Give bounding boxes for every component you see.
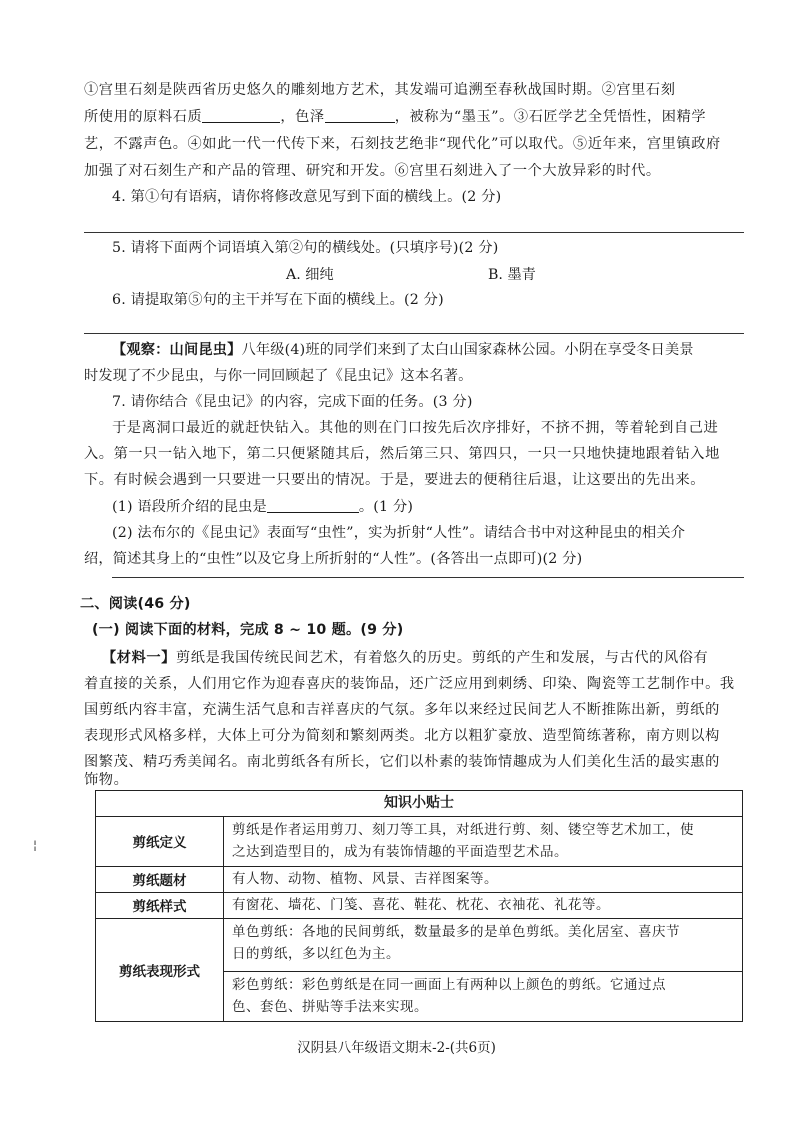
excerpt-line-1: 于是离洞口最近的就赶快钻入。其他的则在门口按先后次序排好，不挤不拥，等着轮到自己进 — [112, 420, 719, 436]
table-head-subject: 剪纸题材 — [96, 866, 224, 892]
observe-text: 八年级(4)班的同学们来到了太白山国家森林公园。小阴在享受冬日美景 — [241, 342, 694, 358]
observe-line-1 — [112, 340, 744, 360]
observe-line-2: 时发现了不少昆虫，与你一同回顾起了《昆虫记》这本名著。 — [84, 368, 473, 384]
q7-1-score: 。(1 分) — [358, 499, 414, 515]
table-divider — [224, 971, 742, 972]
passage-text: ，色泽 — [280, 109, 325, 125]
option-a: A. 细纯 — [286, 267, 334, 283]
q7-1-text: (1) 语段所介绍的昆虫是 — [112, 499, 267, 515]
answer-line-q4[interactable] — [84, 232, 744, 233]
question-7: 7. 请你结合《昆虫记》的内容，完成下面的任务。(3 分) — [112, 394, 473, 410]
passage-line-3: 艺，不露声色。④如此一代一代传下来，石刻技艺绝非“现代化”可以取代。⑤近年来，宫里镇政府 — [84, 136, 721, 152]
question-5: 5. 请将下面两个词语填入第②句的横线处。(只填序号)(2 分) — [112, 240, 499, 256]
section-2-heading: 二、阅读(46 分) — [80, 596, 191, 612]
table-cell-style: 有窗花、墙花、门笺、喜花、鞋花、枕花、衣袖花、礼花等。 — [232, 897, 610, 913]
answer-line-q6[interactable] — [84, 333, 744, 334]
material-1-line-5: 图繁茂、精巧秀美闻名。南北剪纸各有所长，它们以朴素的装饰情趣成为人们美化生活的最实惠的 — [84, 754, 720, 770]
page-footer: 汉阴县八年级语文期末-2-(共6页) — [297, 1040, 496, 1056]
table-cell-single-color — [224, 921, 742, 965]
answer-line-q7-2[interactable] — [112, 577, 744, 578]
multi-color-line-2: 色、套色、拼贴等手法来实现。 — [232, 999, 428, 1015]
margin-mark: ¦ — [33, 838, 38, 852]
part-1-heading: (一) 阅读下面的材料，完成 8 ~ 10 题。(9 分) — [92, 622, 404, 638]
single-color-line-1: 单色剪纸：各地的民间剪纸，数量最多的是单色剪纸。美化居室、喜庆节 — [232, 924, 680, 940]
material-1-text: 剪纸是我国传统民间艺术，有着悠久的历史。剪纸的产生和发展，与古代的风俗有 — [175, 650, 709, 666]
material-1-line-2: 着直接的关系，人们用它作为迎春喜庆的装饰品，还广泛应用到刺绣、印染、陶瓷等工艺制作中。我 — [84, 676, 735, 692]
material-1-tag: 【材料一】 — [102, 650, 176, 666]
table-cell-multi-color — [224, 974, 742, 1018]
multi-color-line-1: 彩色剪纸：彩色剪纸是在同一画面上有两种以上颜色的剪纸。它通过点 — [232, 977, 666, 993]
excerpt-line-2: 入。第一只一钻入地下，第二只便紧随其后，然后第三只、第四只，一只一只地快捷地跟着钻入地 — [84, 446, 720, 462]
material-1-line-3: 国剪纸内容丰富，充满生活气息和吉祥喜庆的气氛。多年以来经过民间艺人不断推陈出新，剪纸的 — [84, 702, 720, 718]
fill-blank-1[interactable] — [202, 108, 280, 123]
table-cell-subject: 有人物、动物、植物、风景、吉祥图案等。 — [232, 871, 498, 887]
passage-line-4: 加强了对石刻生产和产品的管理、研究和开发。⑥宫里石刻进入了一个大放异彩的时代。 — [84, 163, 661, 179]
question-7-2-line-2: 绍，简述其身上的“虫性”以及它身上所折射的“人性”。(各答出一点即可)(2 分) — [84, 551, 583, 567]
question-7-1 — [112, 497, 744, 517]
definition-line-1: 剪纸是作者运用剪刀、刻刀等工具，对纸进行剪、刻、镂空等艺术加工，使 — [232, 822, 694, 838]
passage-line-2 — [84, 107, 744, 127]
material-1-line-4: 表现形式风格多样，大体上可分为简刻和繁刻两类。北方以粗犷豪放、造型简练著称，南方则以构 — [84, 728, 720, 744]
table-cell-definition — [224, 819, 742, 863]
fill-blank-2[interactable] — [325, 108, 395, 123]
question-7-2-line-1: (2) 法布尔的《昆虫记》表面写“虫性”，实为折射“人性”。请结合书中对这种昆虫的相关介 — [112, 525, 686, 541]
table-head-style: 剪纸样式 — [96, 892, 224, 918]
material-1-line-6: 饰物。 — [84, 772, 129, 788]
observe-tag: 【观察：山间昆虫】 — [112, 342, 242, 358]
fill-blank-q7-1[interactable] — [267, 498, 359, 513]
definition-line-2: 之达到造型目的，成为有装饰情趣的平面造型艺术品。 — [232, 844, 568, 860]
single-color-line-2: 日的剪纸，多以红色为主。 — [232, 946, 400, 962]
excerpt-line-3: 下。有时候会遇到一只要进一只要出的情况。于是，要进去的便稍往后退，让这要出的先出来。 — [84, 472, 706, 488]
knowledge-tips-table — [95, 790, 743, 1022]
material-1-line-1 — [102, 648, 734, 668]
passage-text: ，被称为“墨玉”。③石匠学艺全凭悟性，困精学 — [394, 109, 707, 125]
passage-line-1: ①宫里石刻是陕西省历史悠久的雕刻地方艺术，其发端可追溯至春秋战国时期。②宫里石刻 — [84, 82, 676, 98]
table-head-form: 剪纸表现形式 — [96, 918, 224, 1021]
table-head-definition: 剪纸定义 — [96, 816, 224, 866]
option-b: B. 墨青 — [488, 267, 536, 283]
table-title: 知识小贴士 — [96, 791, 742, 817]
question-6: 6. 请提取第⑤句的主干并写在下面的横线上。(2 分) — [112, 292, 444, 308]
passage-text: 所使用的原料石质 — [84, 109, 203, 125]
question-4: 4. 第①句有语病，请你将修改意见写到下面的横线上。(2 分) — [112, 189, 502, 205]
